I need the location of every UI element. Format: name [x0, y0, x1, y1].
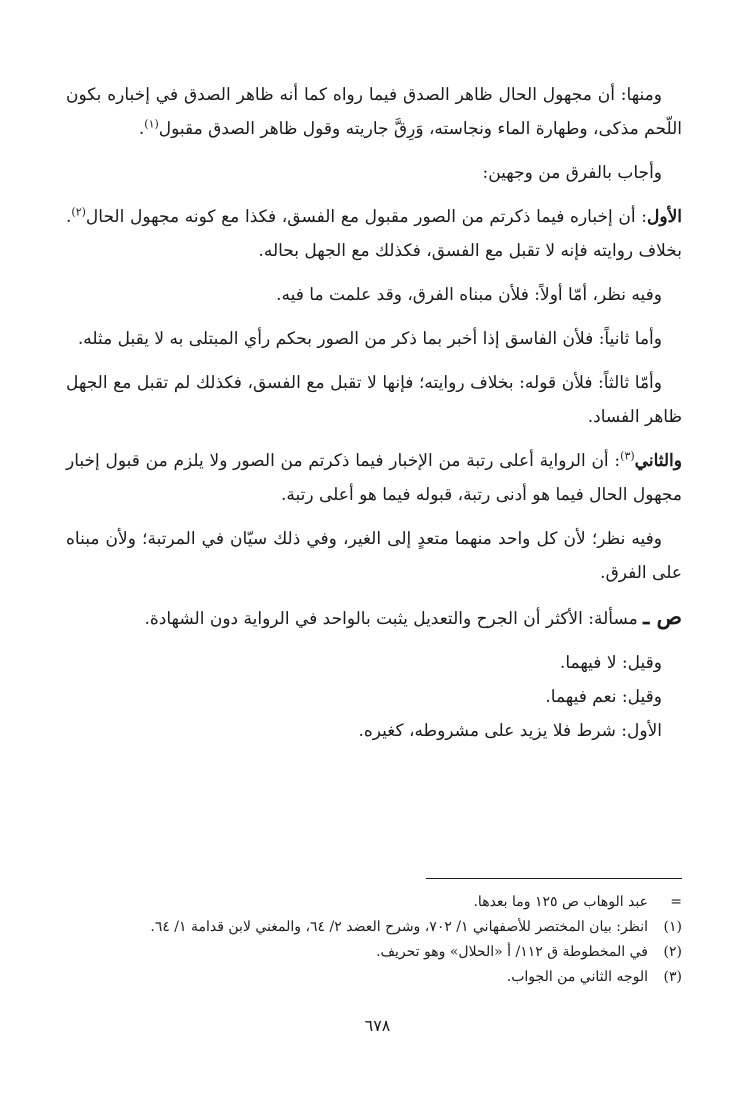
heading-second: والثاني	[634, 451, 682, 471]
footnote-text: انظر: بيان المختصر للأصفهاني ١/ ٧٠٢، وشرح العضد ٢/ ٦٤، والمغني لابن قدامة ١/ ٦٤.	[150, 919, 648, 935]
heading-first: الأول	[647, 207, 682, 227]
paragraph: ومنها: أن مجهول الحال ظاهر الصدق فيما رواه كما أنه ظاهر الصدق في إخباره بكون اللّحم مذكى، وطهارة الماء ونجاسته، وَرِقَّ جاريته وقول ظاهر الصدق مقبول$^{(١)}$.	[66, 85, 682, 139]
main-text	[66, 78, 682, 748]
footnote	[40, 965, 682, 990]
footnote-ref: (١)	[144, 117, 159, 131]
paragraph: وأجاب بالفرق من وجهين:	[482, 163, 662, 183]
footnote-ref: (٣)	[620, 449, 635, 463]
footnote-ref: (٢)	[71, 205, 86, 219]
footnotes	[40, 890, 682, 990]
paragraph: والثاني$^{(٣)}$: أن الرواية أعلى رتبة من الإخبار فيما ذكرتم من الصور ولا يلزم من قبول إخبار مجهول الحال فيما هو أدنى رتبة، قبوله فيما هو أعلى رتبة.	[66, 449, 682, 505]
paragraph: وقيل: لا فيهما.	[559, 653, 662, 673]
footnote-number: (٣)	[663, 969, 682, 985]
footnote-number: (٢)	[663, 944, 682, 960]
footnote-text: الوجه الثاني من الجواب.	[506, 969, 648, 985]
page-number: ٦٧٨	[364, 1016, 391, 1035]
footnote	[40, 890, 682, 915]
paragraph: ص ـ مسألة: الأكثر أن الجرح والتعديل يثبت بالواحد في الرواية دون الشهادة.	[144, 604, 682, 629]
paragraph: الأول: أن إخباره فيما ذكرتم من الصور مقبول مع الفسق، فكذا مع كونه مجهول الحال$^{(٢)}$. بخلاف روايته فإنه لا تقبل مع الفسق، فكذلك مع الجهل بحاله.	[66, 205, 682, 261]
footnote-text: في المخطوطة ق ١١٢/ أ «الحلال» وهو تحريف.	[376, 944, 648, 960]
paragraph: وفيه نظر؛ لأن كل واحد منهما متعدٍ إلى الغير، وفي ذلك سيّان في المرتبة؛ ولأن مبناه على الفرق.	[66, 529, 682, 583]
paragraph: وأما ثانياً: فلأن الفاسق إذا أخبر بما ذكر من الصور بحكم رأي المبتلى به لا يقبل مثله.	[77, 329, 662, 349]
footnote-number: =	[670, 894, 682, 910]
paragraph: الأول: شرط فلا يزيد على مشروطه، كغيره.	[358, 721, 662, 741]
footnote	[40, 915, 682, 940]
paragraph: وفيه نظر، أمّا أولاً: فلأن مبناه الفرق، وقد علمت ما فيه.	[276, 285, 662, 305]
footnote-divider	[426, 878, 682, 879]
paragraph: وأمّا ثالثاً: فلأن قوله: بخلاف روايته؛ فإنها لا تقبل مع الفسق، فكذلك لم تقبل مع الجهل ظاهر الفساد.	[66, 373, 682, 427]
footnote	[40, 940, 682, 965]
footnote-number: (١)	[663, 919, 682, 935]
footnote-text: عبد الوهاب ص ١٢٥ وما بعدها.	[473, 894, 648, 910]
text-mark: ص ـ	[643, 604, 682, 629]
paragraph: وقيل: نعم فيهما.	[545, 687, 662, 707]
